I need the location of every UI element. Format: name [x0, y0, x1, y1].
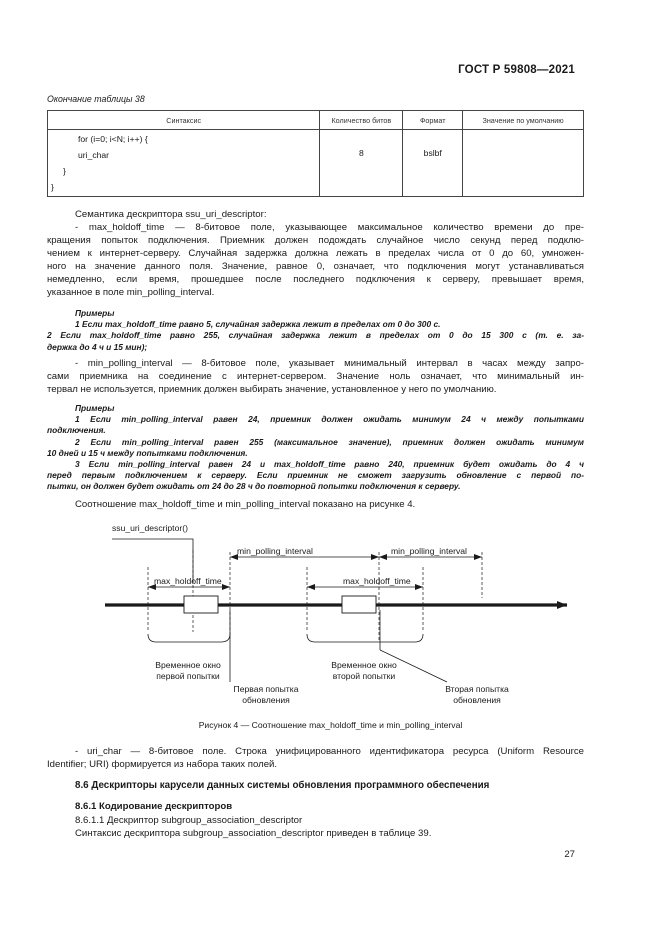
- subsection-sentence: Синтаксис дескриптора subgroup_association_descriptor приведен в таблице 39.: [75, 828, 432, 839]
- max-holdoff-line: указанное в поле min_polling_interval.: [47, 287, 215, 298]
- code-line-close-loop: }: [63, 166, 66, 176]
- attempt-window-first: [184, 596, 218, 613]
- attempt-first-label: Первая попытка: [233, 684, 299, 694]
- attempt-first-label: обновления: [242, 695, 290, 705]
- descriptor-label: ssu_uri_descriptor(): [112, 523, 188, 533]
- semantics-paragraph: [47, 208, 584, 299]
- min-polling-line: - min_polling_interval — 8-битовое поле, указывает минимальный интервал в часах между запро-: [75, 358, 584, 369]
- examples-title: Примеры: [75, 308, 115, 318]
- min-polling-line: тервал не используется, приемник должен выбирать значение, установленное у него по умолчанию.: [47, 384, 497, 395]
- uri-char-paragraph: [47, 745, 584, 771]
- min-polling-paragraph: [47, 357, 584, 396]
- min-polling-label-first: min_polling_interval: [237, 546, 313, 556]
- standard-code: ГОСТ Р 59808—2021: [458, 64, 575, 76]
- example-line: 2 Если max_holdoff_time равно 255, случайная задержка лежит в пределах от 0 до 15 300 с (т. е. за-: [47, 330, 584, 341]
- syntax-cell: [48, 130, 320, 197]
- max-holdoff-label-first: max_holdoff_time: [154, 576, 222, 586]
- max-holdoff-line: ного на значение данного поля. Значение, равное 0, означает, что подключения могут устанавливаться: [47, 261, 584, 272]
- subsection-heading: 8.6.1 Кодирование дескрипторов: [75, 801, 233, 812]
- window-first-label: первой попытки: [156, 671, 220, 681]
- subsection-item: 8.6.1.1 Дескриптор subgroup_association_descriptor: [75, 815, 303, 826]
- syntax-table: [47, 110, 584, 197]
- example-line: 10 дней и 15 ч между попытками подключения.: [47, 447, 248, 458]
- example-line: перед первым подключением к серверу. Если приемник не сможет загрузить обновление с первой по-: [47, 470, 584, 481]
- uri-char-line: Identifier; URI) формируется из набора таких полей.: [47, 759, 278, 770]
- table-caption: Окончание таблицы 38: [47, 94, 145, 104]
- attempt-window-second: [342, 596, 376, 613]
- max-holdoff-line: - max_holdoff_time — 8-битовое поле, указывающее максимальное количество времени до пре-: [75, 222, 584, 233]
- page-number: 27: [564, 849, 575, 860]
- column-header-syntax: Синтаксис: [48, 111, 320, 130]
- table-row: [48, 130, 584, 197]
- min-polling-label-second: min_polling_interval: [391, 546, 467, 556]
- examples-title: Примеры: [75, 403, 115, 413]
- example-line: 3 Если min_polling_interval равен 24 и max_holdoff_time равно 240, приемник будет ожидать до 4 ч: [75, 459, 584, 470]
- max-holdoff-label-second: max_holdoff_time: [343, 576, 411, 586]
- figure-caption: Рисунок 4 — Соотношение max_holdoff_time и min_polling_interval: [198, 720, 463, 730]
- example-line: пытки, он должен будет ожидать от 24 до 28 ч до повторной попытки подключения к серверу.: [47, 481, 461, 492]
- window-first-label: Временное окно: [155, 660, 221, 670]
- default-cell: [463, 130, 584, 197]
- max-holdoff-line: кращения попыток подключения. Приемник должен подождать случайное число секунд перед подклю-: [47, 235, 584, 246]
- column-header-format: Формат: [403, 111, 463, 130]
- section-heading: 8.6 Дескрипторы карусели данных системы обновления программного обеспечения: [75, 780, 490, 791]
- example-line: держка до 4 ч и 15 мин);: [47, 341, 148, 352]
- uri-char-line: - uri_char — 8-битовое поле. Строка унифицированного идентификатора ресурса (Uniform Resource: [75, 746, 584, 757]
- attempt-second-label: обновления: [453, 695, 501, 705]
- bits-value: 8: [358, 148, 364, 158]
- examples-block-1: [47, 308, 584, 353]
- relation-sentence: Соотношение max_holdoff_time и min_polling_interval показано на рисунке 4.: [75, 499, 416, 510]
- bits-cell: [320, 130, 403, 197]
- format-value: bslbf: [423, 148, 442, 158]
- column-header-bits: Количество битов: [320, 111, 403, 130]
- code-line-uri-char: uri_char: [78, 150, 110, 160]
- window-bracket-first: [148, 634, 230, 642]
- code-line-for: for (i=0; i<N; i++) {: [78, 134, 148, 144]
- example-line: 1 Если min_polling_interval равен 24, приемник должен ожидать минимум 24 ч между попытками: [75, 414, 584, 425]
- max-holdoff-line: немедленно, если время, прошедшее после последнего подключения к серверу, превышает время,: [47, 274, 584, 285]
- format-cell: [403, 130, 463, 197]
- example-line: подключения.: [47, 425, 106, 436]
- example-line: 2 Если min_polling_interval равен 255 (максимальное значение), приемник должен ожидать минимум: [75, 436, 584, 447]
- examples-block-2: [47, 403, 584, 493]
- timing-diagram: [47, 522, 587, 712]
- attempt-second-label: Вторая попытка: [445, 684, 509, 694]
- max-holdoff-line: чением к интернет-серверу. Случайная задержка должна лежать в пределах числа от 0 до 60, умножен-: [47, 248, 584, 259]
- semantics-title: Семантика дескриптора ssu_uri_descriptor:: [75, 209, 267, 220]
- min-polling-line: сами приемника на соединение с интернет-сервером. Значение ноль означает, что минимальный ин-: [47, 371, 584, 382]
- window-second-label: второй попытки: [332, 671, 396, 681]
- example-line: 1 Если max_holdoff_time равно 5, случайная задержка лежит в пределах от 0 до 300 с.: [75, 319, 441, 330]
- window-second-label: Временное окно: [331, 660, 397, 670]
- window-bracket-second: [307, 634, 423, 642]
- table-header-row: [48, 111, 584, 130]
- column-header-default: Значение по умолчанию: [463, 111, 584, 130]
- code-line-close-block: }: [51, 182, 54, 192]
